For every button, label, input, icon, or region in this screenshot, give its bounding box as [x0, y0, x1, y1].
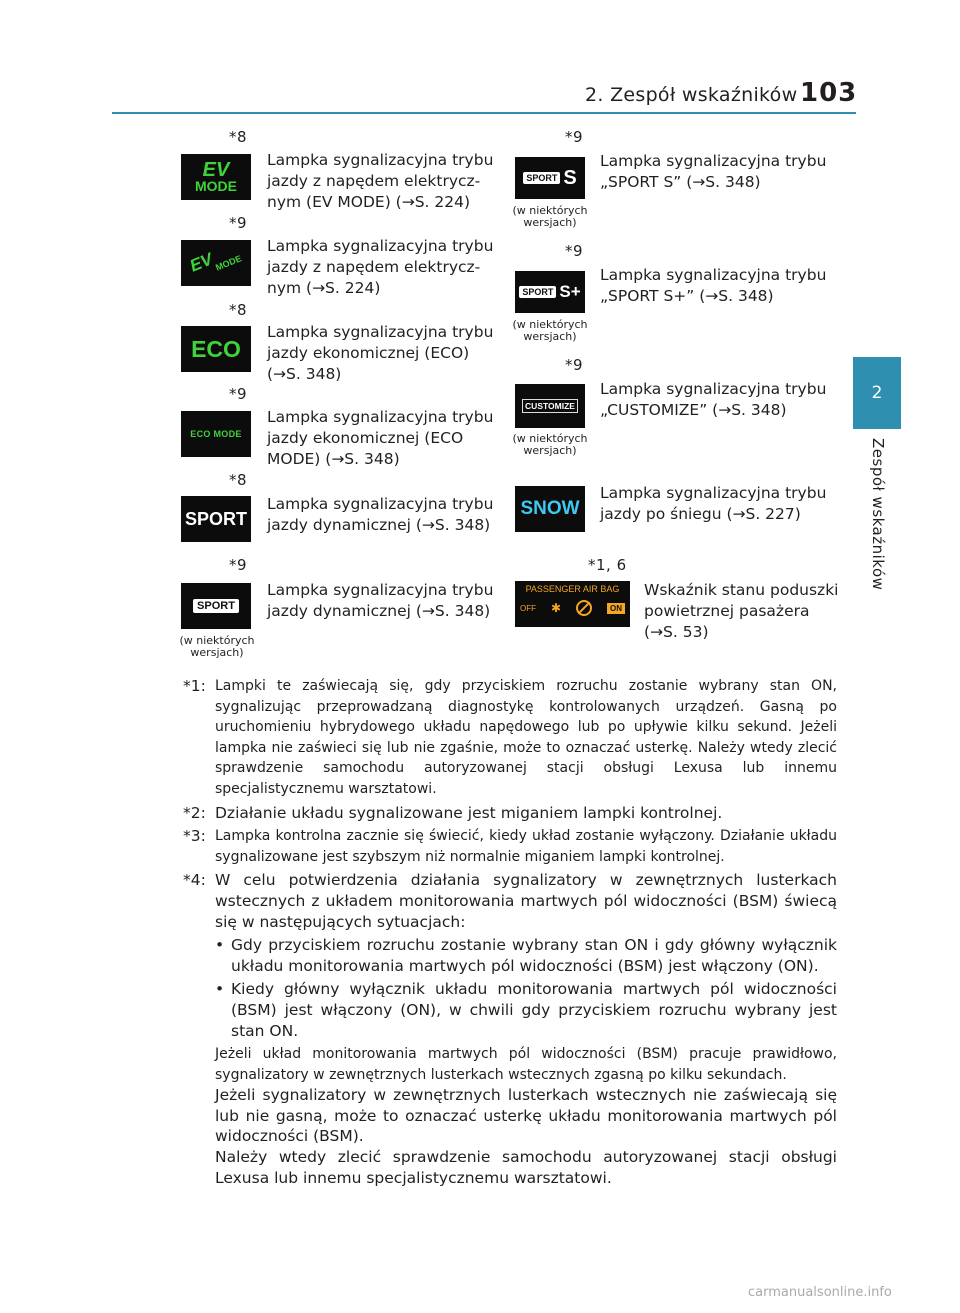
chapter-tab-label: Zespół wskaźników: [869, 438, 887, 591]
bullet-icon: •: [215, 980, 225, 999]
eco-lamp-icon: ECO: [181, 326, 251, 372]
airbag-seat-icon: ✱: [550, 601, 562, 615]
ev-mode-angled-lamp-icon: EV MODE: [181, 240, 251, 286]
ev-mode-lamp-icon: EV MODE: [181, 154, 251, 200]
lamp-caption: (w niektórych wersjach): [512, 432, 588, 457]
indicator-note: *1, 6: [588, 556, 627, 574]
indicator-description: Lampka sygnalizacyjna trybu jazdy z napędem elektrycz- nym (→S. 224): [267, 237, 494, 297]
indicator-description: Wskaźnik stanu poduszki powietrznej pasażera (→S. 53): [644, 581, 839, 641]
airbag-status-row: OFF ✱ ON: [520, 600, 625, 616]
lamp-caption: (w niektórych wersjach): [512, 318, 588, 343]
paragraph: Należy wtedy zlecić sprawdzenie samochodu autoryzowanej stacji obsługi Lexusa lub innemu specjalistycznemu warsztatowi.: [215, 1148, 837, 1187]
header-rule: [112, 112, 856, 114]
watermark-footer: carmanualsonline.info: [748, 1285, 892, 1300]
indicator-note: *9: [229, 556, 248, 574]
indicator-description: Lampka sygnalizacyjna trybu „SPORT S+” (→S. 348): [600, 266, 827, 305]
bullet-item: • Gdy przyciskiem rozruchu zostanie wybrany stan ON i gdy główny wyłącznik układu monitorowania martwych pól widoczności (BSM) jest włączony (ON).: [215, 936, 837, 975]
footnote-3: *3: Lampka kontrolna zacznie się świecić, kiedy układ zostanie wyłączony. Działanie układu sygnalizowane jest szybszym niż normalnie miganiem lampki kontrolnej.: [183, 827, 837, 865]
indicator-description: Lampka sygnalizacyjna trybu „CUSTOMIZE” (→S. 348): [600, 380, 827, 419]
indicator-note: *8: [229, 471, 248, 489]
paragraph: Jeżeli układ monitorowania martwych pól widoczności (BSM) pracuje prawidłowo, sygnalizatory w zewnętrznych lusterkach wstecznych zgasną po kilku sekundach.: [215, 1046, 837, 1083]
bullet-icon: •: [215, 936, 225, 955]
indicator-description: Lampka sygnalizacyjna trybu jazdy po śniegu (→S. 227): [600, 484, 827, 523]
section-title: 2. Zespół wskaźników: [585, 84, 798, 106]
indicator-note: *9: [229, 385, 248, 403]
footnote-1: *1: Lampki te zaświecają się, gdy przyciskiem rozruchu zostanie wybrany stan ON, sygnalizując przeprowadzaną diagnostykę kontrolowanych urządzeń. Gasną po uruchomieniu hybrydowego układu napędowego lub po upływie kilku sekund. Jeżeli lampka nie zaświeci się lub nie zgaśnie, może to oznaczać usterkę. Należy wtedy zlecić sprawdzenie samochodu autoryzowanej stacji obsługi Lexusa lub innemu specjalistycznemu warsztatowi.: [183, 677, 837, 797]
indicator-note: *9: [565, 242, 584, 260]
chapter-tab[interactable]: 2: [853, 357, 901, 429]
customize-lamp-icon: CUSTOMIZE: [515, 384, 585, 428]
indicator-description: Lampka sygnalizacyjna trybu jazdy dynamicznej (→S. 348): [267, 495, 494, 534]
indicator-description: Lampka sygnalizacyjna trybu jazdy dynamicznej (→S. 348): [267, 581, 494, 620]
lamp-caption: (w niektórych wersjach): [512, 204, 588, 229]
sport-boxed-lamp-icon: SPORT: [181, 583, 251, 629]
indicator-note: *9: [229, 214, 248, 232]
passenger-airbag-lamp-icon: PASSENGER AIR BAG OFF ✱ ON: [515, 581, 630, 627]
indicator-note: *8: [229, 301, 248, 319]
sport-s-lamp-icon: SPORT S: [515, 157, 585, 199]
indicator-note: *8: [229, 128, 248, 146]
page-number: 103: [800, 78, 858, 108]
footnotes: [183, 676, 837, 1188]
sport-s-plus-lamp-icon: SPORT S+: [515, 271, 585, 313]
eco-mode-lamp-icon: ECO MODE: [181, 411, 251, 457]
bullet-item: • Kiedy główny wyłącznik układu monitorowania martwych pól widoczności (BSM) jest włączony (ON), w chwili gdy przyciskiem rozruchu wybrany jest stan ON.: [215, 980, 837, 1040]
indicator-description: Lampka sygnalizacyjna trybu jazdy ekonomicznej (ECO MODE) (→S. 348): [267, 408, 494, 468]
paragraph: Jeżeli sygnalizatory w zewnętrznych lusterkach wstecznych nie zaświecają się lub nie gasną, może to oznaczać usterkę układu monitorowania martwych pól widoczności (BSM).: [215, 1086, 837, 1146]
indicator-description: Lampka sygnalizacyjna trybu „SPORT S” (→S. 348): [600, 152, 827, 191]
footnote-4: *4: W celu potwierdzenia działania sygnalizatory w zewnętrznych lusterkach wstecznych z układem monitorowania martwych pól widoczności (BSM) świecą się w następujących sytuacjach: • Gdy przyciskiem rozruchu zostanie wybrany stan ON i gdy główny wyłącznik układu monitorowania martwych pól widoczności (BSM) jest włączony (ON). • Kiedy główny wyłącznik układu monitorowania martwych pól widoczności (BSM) jest włączony (ON), w chwili gdy przyciskiem rozruchu wybrany jest stan ON.: [183, 871, 837, 1040]
lamp-caption: (w niektórych wersjach): [179, 634, 255, 659]
indicator-description: Lampka sygnalizacyjna trybu jazdy ekonomicznej (ECO) (→S. 348): [267, 323, 494, 383]
airbag-off-icon: [576, 600, 592, 616]
indicator-note: *9: [565, 128, 584, 146]
snow-lamp-icon: SNOW: [515, 486, 585, 532]
sport-lamp-icon: SPORT: [181, 496, 251, 542]
indicator-note: *9: [565, 356, 584, 374]
indicator-description: Lampka sygnalizacyjna trybu jazdy z napędem elektrycz- nym (EV MODE) (→S. 224): [267, 151, 494, 211]
footnote-2: *2: Działanie układu sygnalizowane jest miganiem lampki kontrolnej.: [183, 803, 723, 822]
